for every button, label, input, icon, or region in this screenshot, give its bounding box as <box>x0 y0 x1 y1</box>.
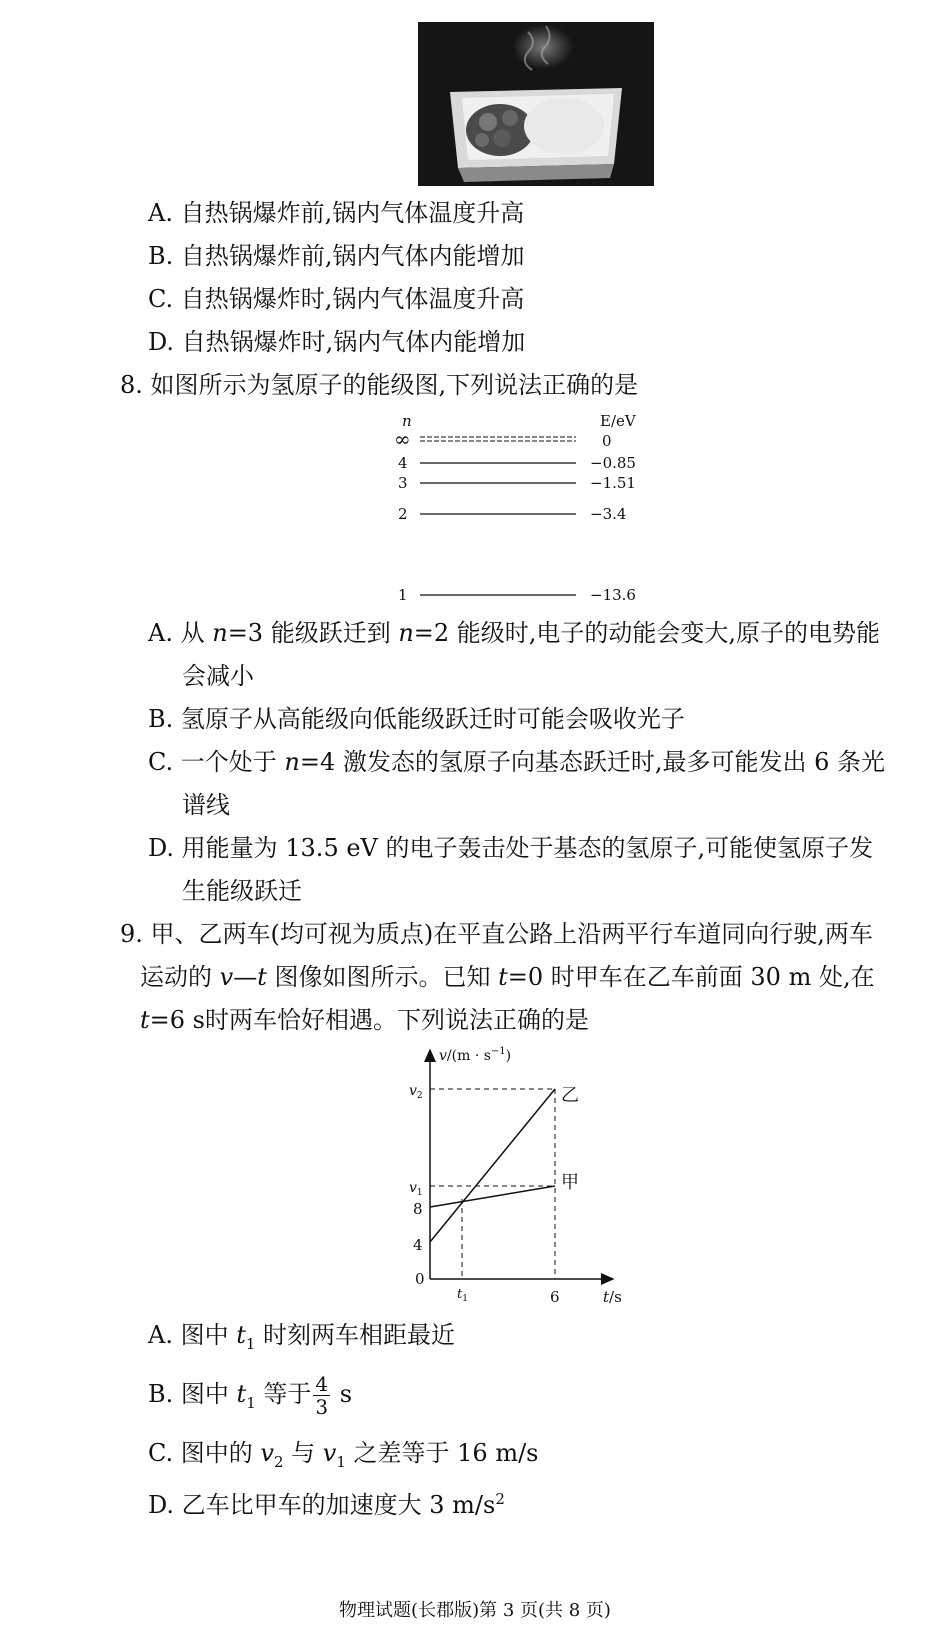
q8-option-a: A. 从 n=3 能级跃迁到 n=2 能级时,电子的动能会变大,原子的电势能 <box>148 619 881 647</box>
q7-option-a: A. 自热锅爆炸前,锅内气体温度升高 <box>148 199 525 227</box>
velocity-time-graph <box>395 1044 645 1314</box>
label-yi: 乙 <box>561 1085 579 1106</box>
n-axis-label: n <box>402 412 412 430</box>
x-axis-label: t/s <box>603 1288 622 1306</box>
y-axis-label: $v/(m \cdot s^{-1})$ <box>439 1046 512 1064</box>
q7-option-c: C. 自热锅爆炸时,锅内气体温度升高 <box>148 285 525 313</box>
tick-8: 8 <box>413 1200 423 1218</box>
self-heating-pot-photo <box>418 22 654 186</box>
line-yi <box>430 1089 555 1242</box>
tick-v1: $v_1$ <box>409 1180 423 1198</box>
q8-stem: 8. 如图所示为氢原子的能级图,下列说法正确的是 <box>120 371 639 399</box>
page-footer: 物理试题(长郡版)第 3 页(共 8 页) <box>339 1600 611 1621</box>
q8-option-c-cont: 谱线 <box>182 791 230 819</box>
level-2-e: −3.4 <box>590 505 627 523</box>
tick-v2: $v_2$ <box>409 1083 423 1101</box>
q8-option-a-cont: 会减小 <box>182 662 254 690</box>
tick-6: 6 <box>550 1288 560 1306</box>
level-1-n: 1 <box>398 586 408 604</box>
level-2-n: 2 <box>398 505 408 523</box>
q9-option-b: B. 图中 $t_1$ 等于 $\frac{4}{3}$ s <box>148 1372 353 1419</box>
line-jia <box>430 1186 555 1207</box>
energy-axis-label: E/eV <box>600 412 636 430</box>
q9-option-a: A. 图中 $t_1$ 时刻两车相距最近 <box>148 1321 456 1353</box>
q7-option-b: B. 自热锅爆炸前,锅内气体内能增加 <box>148 242 525 270</box>
q8-option-b: B. 氢原子从高能级向低能级跃迁时可能会吸收光子 <box>148 705 685 733</box>
q8-option-d: D. 用能量为 13.5 eV 的电子轰击处于基态的氢原子,可能使氢原子发 <box>148 834 874 862</box>
tick-0: 0 <box>415 1270 425 1288</box>
q9-stem-line3: t=6 s时两车恰好相遇。下列说法正确的是 <box>140 1006 589 1034</box>
q9-stem-line2: 运动的 v—t 图像如图所示。已知 t=0 时甲车在乙车前面 30 m 处,在 <box>140 963 875 991</box>
q9-option-c: C. 图中的 $v_2$ 与 $v_1$ 之差等于 16 m/s <box>148 1439 539 1471</box>
level-3-n: 3 <box>398 474 408 492</box>
level-1-e: −13.6 <box>590 586 636 604</box>
level-4-e: −0.85 <box>590 454 636 472</box>
level-4-n: 4 <box>398 454 408 472</box>
level-inf-n: ∞ <box>394 427 411 451</box>
q9-option-d: D. 乙车比甲车的加速度大 3 $m/s^2$ <box>148 1490 505 1519</box>
tick-t1: $t_1$ <box>457 1287 468 1304</box>
label-jia: 甲 <box>561 1172 579 1193</box>
tick-4: 4 <box>413 1236 423 1254</box>
level-3-e: −1.51 <box>590 474 636 492</box>
q9-stem-line1: 9. 甲、乙两车(均可视为质点)在平直公路上沿两平行车道同向行驶,两车 <box>120 920 873 948</box>
q8-option-c: C. 一个处于 n=4 激发态的氢原子向基态跃迁时,最多可能发出 6 条光 <box>148 748 886 776</box>
fraction-4-3: $\frac{4}{3}$ <box>315 1372 329 1419</box>
energy-level-diagram <box>380 408 670 608</box>
q7-option-d: D. 自热锅爆炸时,锅内气体内能增加 <box>148 328 526 356</box>
q8-option-d-cont: 生能级跃迁 <box>182 877 302 905</box>
level-inf-e: 0 <box>602 432 612 450</box>
